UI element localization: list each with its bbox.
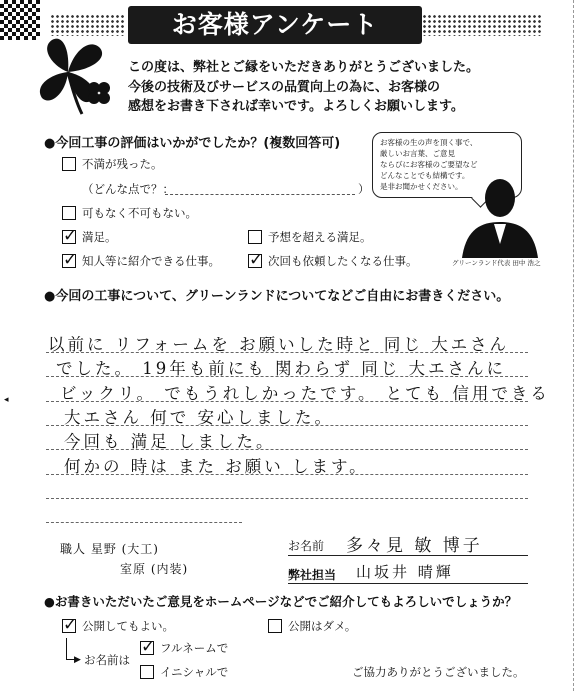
- comment-line: 大エさん 何で 安心しました。: [64, 408, 334, 427]
- intro-line: 感想をお書き下されば幸いです。よろしくお願いします。: [128, 99, 464, 114]
- craftsman-line-2: 室原 (内装): [120, 562, 189, 576]
- customer-name[interactable]: 多々見 敏 博子: [346, 536, 483, 556]
- small-clover-icon: [84, 78, 114, 108]
- intro-line: 今後の技術及びサービスの品質向上の為に、お客様の: [128, 79, 441, 95]
- bubble-line: ならびにお客様のご要望など: [380, 160, 478, 169]
- checkbox-checked[interactable]: [248, 254, 262, 268]
- checkbox[interactable]: [62, 206, 76, 220]
- checkbox-checked[interactable]: [62, 619, 76, 633]
- option-recommendable[interactable]: [62, 253, 220, 269]
- checkbox[interactable]: [62, 157, 76, 171]
- option-label: フルネームで: [160, 641, 229, 655]
- option-label: 公開はダメ。: [288, 619, 357, 633]
- option-satisfied[interactable]: [62, 229, 117, 245]
- option-label: 可もなく不可もない。: [82, 206, 197, 220]
- bubble-line: 是非お聞かせください。: [380, 182, 463, 191]
- intro-line: この度は、弊社とご縁をいただきありがとうございました。: [128, 60, 480, 75]
- page-title: お客様アンケート: [128, 6, 422, 44]
- option-dissatisfied[interactable]: [62, 156, 163, 172]
- rep-name[interactable]: 山坂井 晴輝: [356, 563, 454, 581]
- writing-line: [46, 522, 242, 523]
- option-label: 知人等に紹介できる仕事。: [82, 254, 220, 268]
- checkbox[interactable]: [268, 619, 282, 633]
- dot-pattern-right: [422, 14, 542, 36]
- checkbox-checked[interactable]: [62, 254, 76, 268]
- question-1: ●今回工事の評価はいかがでしたか？(複数回答可): [44, 136, 341, 151]
- option-label: 公開してもよい。: [82, 619, 174, 633]
- bubble-line: 厳しいお言葉、ご意見: [380, 149, 455, 158]
- comment-line: ビックリ。 でもうれしかったです。 とても 信用できる: [60, 384, 550, 403]
- rep-label: 弊社担当: [288, 568, 337, 582]
- name-prefix: [84, 652, 130, 668]
- detail-label: （どんな点で？：: [82, 182, 174, 196]
- thanks-note: ご協力ありがとうございました。: [352, 665, 525, 679]
- margin-arrow-icon: ◂: [4, 395, 9, 405]
- intro-text: [128, 58, 548, 117]
- rep-line: [288, 583, 528, 584]
- option-label: 満足。: [82, 230, 117, 244]
- option-label: 予想を超える満足。: [268, 230, 372, 244]
- comment-line: 今回も 満足 しました。: [64, 432, 276, 451]
- writing-line: [46, 498, 528, 499]
- representative-photo: [458, 168, 538, 258]
- question-2: ●今回の工事について、グリーンランドについてなどご自由にお書きください。: [44, 289, 510, 304]
- option-publish-ok[interactable]: [62, 618, 174, 634]
- checkbox-checked[interactable]: [140, 641, 154, 655]
- option-label: 不満が残った。: [82, 157, 163, 171]
- option-publish-ng[interactable]: [268, 618, 356, 634]
- arrow-head-icon: ▶: [74, 655, 81, 665]
- checkbox[interactable]: [140, 665, 154, 679]
- name-prefix-label: お名前は: [84, 653, 130, 667]
- option-request-again[interactable]: [248, 253, 418, 269]
- comment-line: でした。 19年も前にも 関わらず 同じ 大エさんに: [56, 359, 506, 378]
- option-initials[interactable]: [140, 664, 228, 680]
- checkbox[interactable]: [248, 230, 262, 244]
- bubble-line: お客様の生の声を頂く事で、: [380, 138, 478, 147]
- detail-line[interactable]: [165, 194, 355, 195]
- detail-close: ）: [358, 182, 370, 196]
- name-label: お名前: [288, 539, 325, 553]
- option-fullname[interactable]: [140, 640, 228, 656]
- comment-line: 以前に リフォームを お願いした時と 同じ 大エさん: [48, 335, 510, 354]
- question-3: ●お書きいただいたご意見をホームページなどでご紹介してもよろしいでしょうか？: [44, 594, 518, 609]
- option-neutral[interactable]: [62, 205, 197, 221]
- option-beyond-expectation[interactable]: [248, 229, 372, 245]
- option-label: 次回も依頼したくなる仕事。: [268, 254, 418, 268]
- cut-line: [573, 0, 574, 691]
- name-line: [288, 555, 528, 556]
- representative-caption: グリーンランド代表 田中 浩之: [452, 259, 541, 267]
- craftsman-line-1: 職人 星野 (大工): [60, 542, 159, 556]
- comment-line: 何かの 時は また お願い します。: [64, 457, 369, 476]
- bubble-line: どんなことでも結構です。: [380, 171, 470, 180]
- checkbox-checked[interactable]: [62, 230, 76, 244]
- option-label: イニシャルで: [160, 665, 229, 679]
